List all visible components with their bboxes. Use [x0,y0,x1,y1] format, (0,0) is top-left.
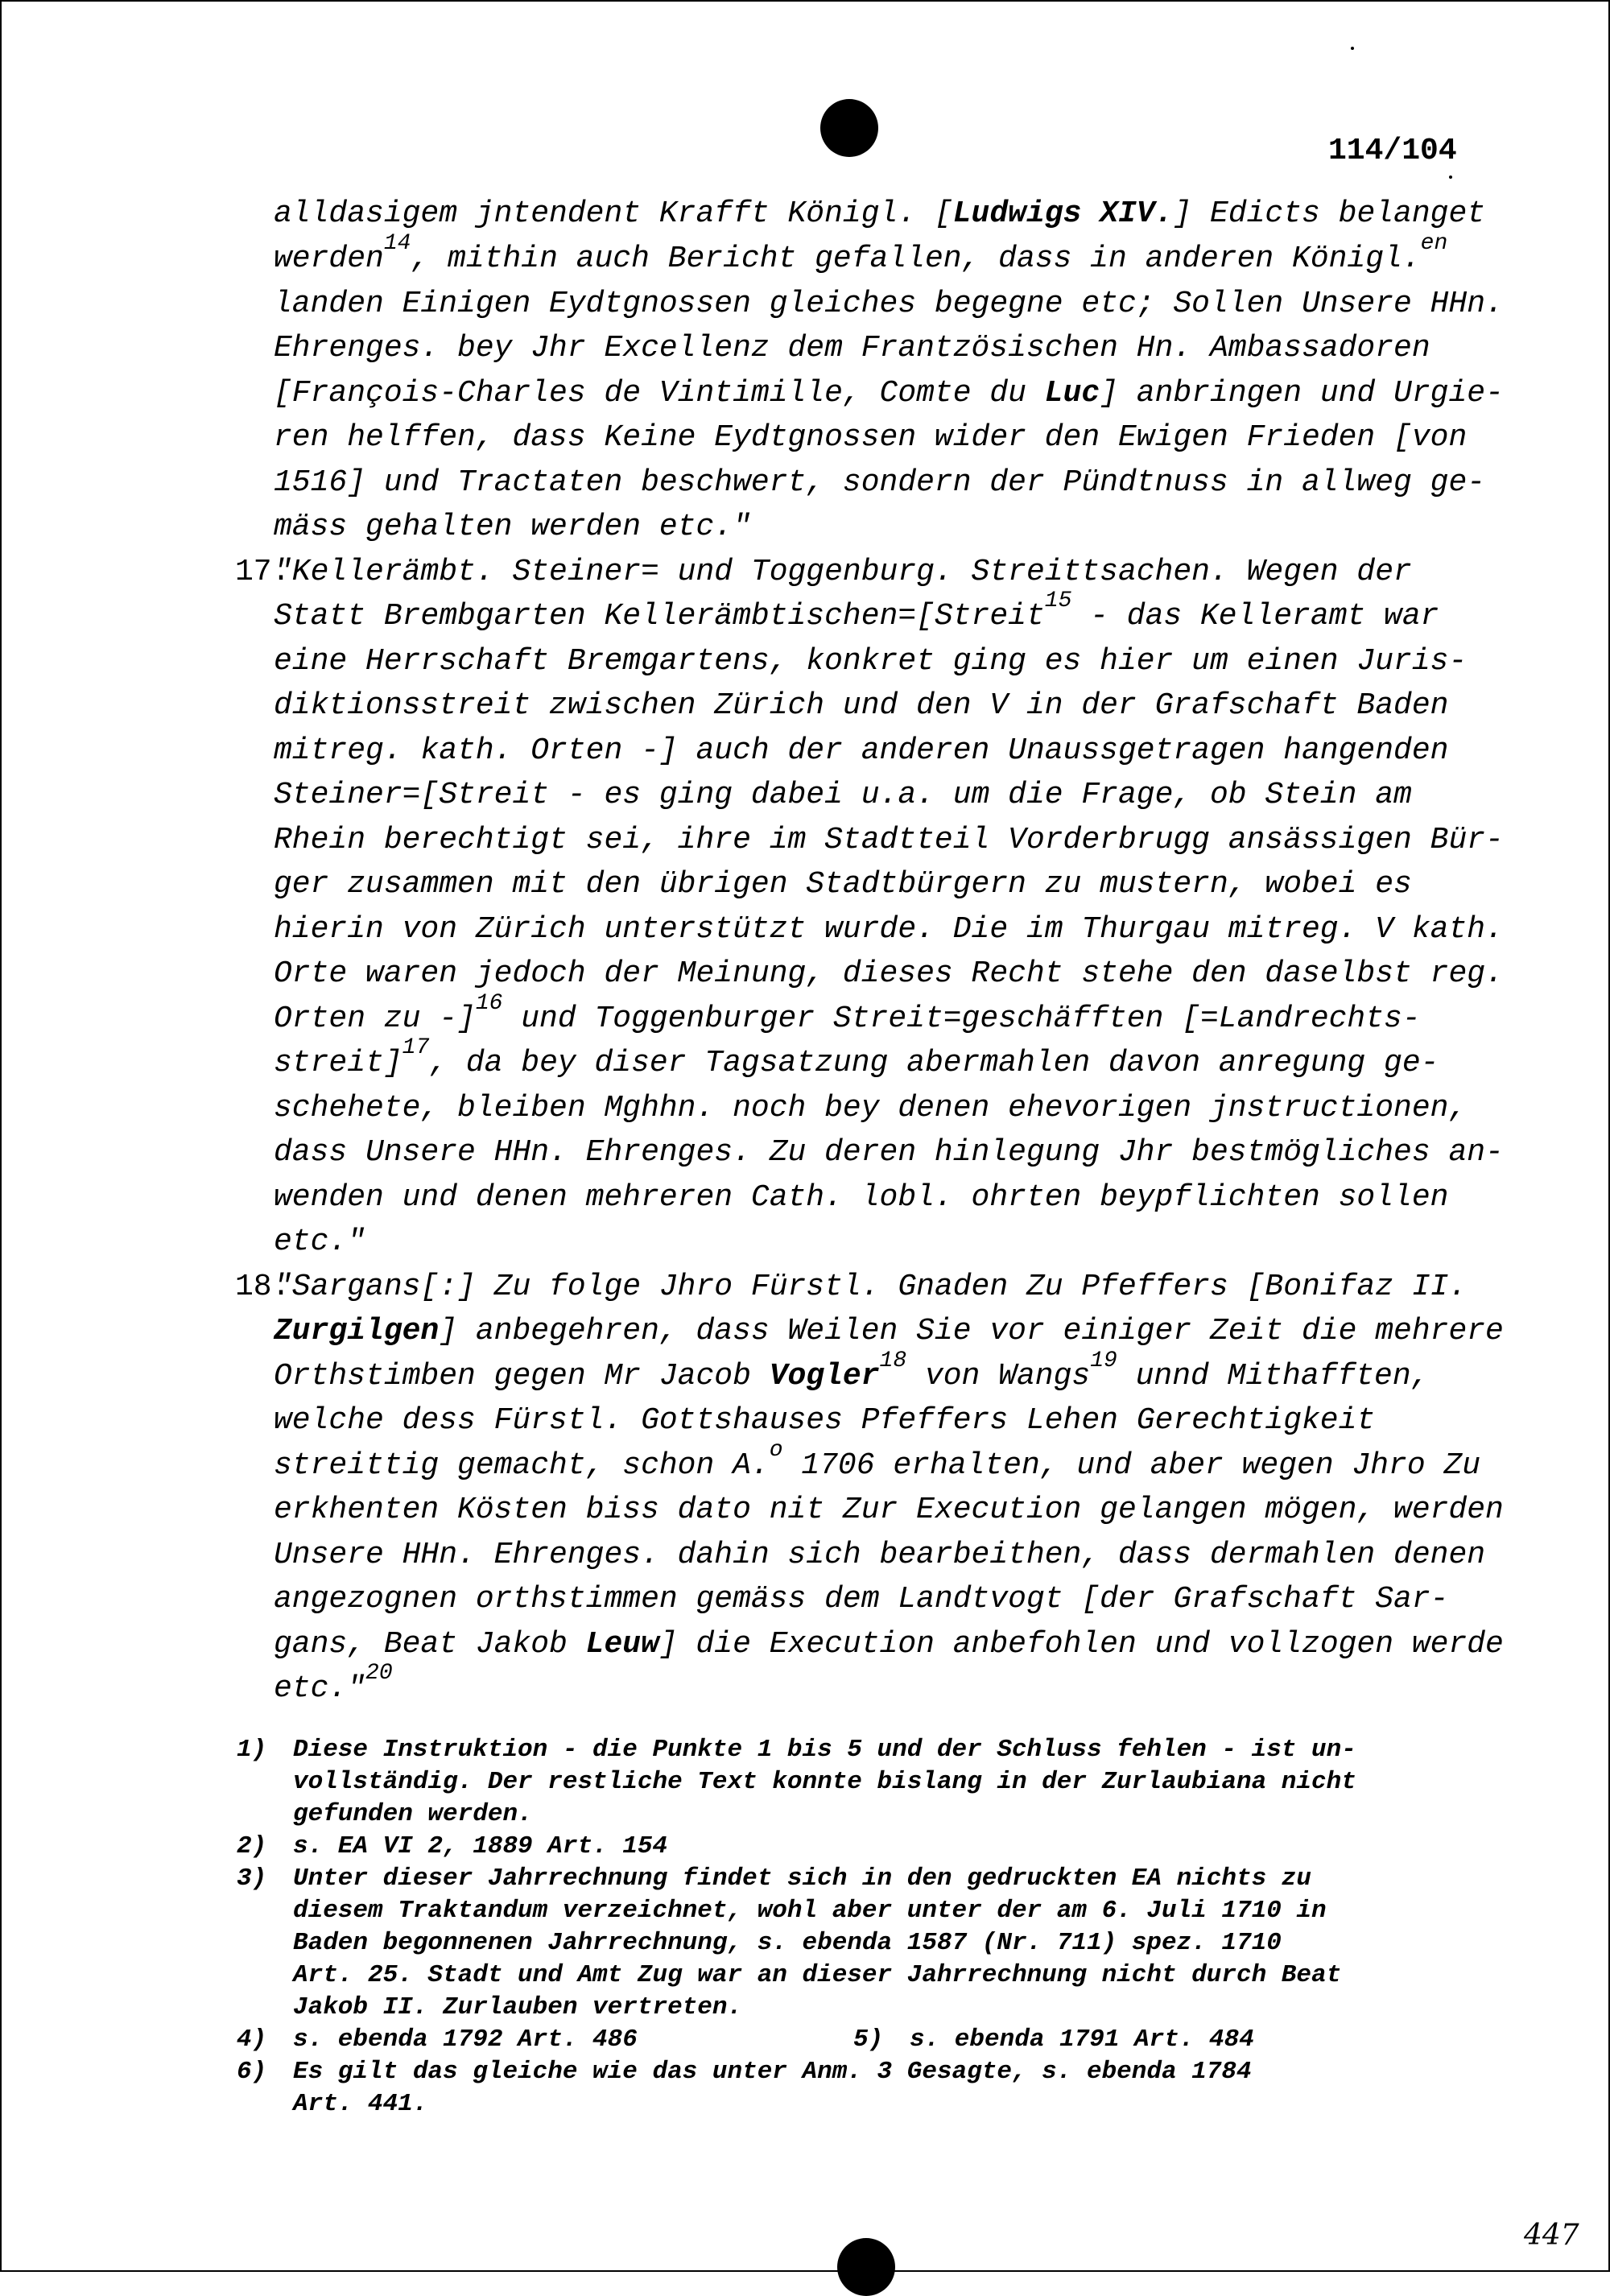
footnote-line: Jakob II. Zurlauben vertreten. [293,1993,743,2021]
footnote-number: 3) [237,1864,267,1893]
page-number: 114/104 [1328,134,1457,168]
footnote-ref: 18 [879,1348,907,1373]
item-number: 17. [235,555,291,589]
text-line: "Sargans[:] Zu folge Jhro Fürstl. Gnaden Zu Pfeffers [Bonifaz II. [274,1270,1468,1304]
text-line: werden$^{14}$, mithin auch Bericht gefallen, dass in anderen Königl.$^{en}$ [274,231,1448,276]
text-line: gans, Beat Jakob Leuw] die Execution anbefohlen und vollzogen werde [274,1627,1504,1662]
text-line: Orte waren jedoch der Meinung, dieses Recht stehe den daselbst reg. [274,956,1504,991]
footnote-number: 4) [237,2026,267,2054]
footnote-ref: 19 [1090,1348,1117,1373]
text-line: landen Einigen Eydtgnossen gleiches begegne etc; Sollen Unsere HHn. [274,287,1504,321]
text-line: mitreg. kath. Orten -] auch der anderen Unaussgetragen hangenden [274,733,1449,768]
text-line: etc."$^{20}$ [274,1661,393,1706]
footnote-ref: 14 [383,231,411,256]
text-line: hierin von Zürich unterstützt wurde. Die im Thurgau mitreg. V kath. [274,912,1504,947]
footnote-number: 2) [237,1832,267,1860]
text-line: [François-Charles de Vintimille, Comte du Luc] anbringen und Urgie- [274,376,1504,411]
footnote-line: Diese Instruktion - die Punkte 1 bis 5 und der Schluss fehlen - ist un- [293,1736,1356,1764]
text-line: Orthstimben gegen Mr Jacob Vogler$^{18}$ von Wangs$^{19}$ unnd Mithafften, [274,1348,1430,1394]
scan-speck [1351,47,1354,50]
punch-hole-bottom [837,2238,895,2296]
item-number: 18. [235,1270,291,1304]
text-line: ger zusammen mit den übrigen Stadtbürgern zu mustern, wobei es [274,867,1412,902]
footnote-line: gefunden werden. [293,1800,533,1828]
footnote-line: vollständig. Der restliche Text konnte bislang in der Zurlaubiana nicht [293,1768,1356,1796]
text-line: etc." [274,1224,366,1259]
footnote-ref: 16 [475,991,503,1016]
footnote-line: diesem Traktandum verzeichnet, wohl aber unter der am 6. Juli 1710 in [293,1897,1327,1925]
handwritten-page-mark: 447 [1524,2219,1579,2252]
text-line: streittig gemacht, schon A.$^o$ 1706 erhalten, und aber wegen Jhro Zu [274,1438,1481,1483]
footnote-line: s. ebenda 1792 Art. 486 [293,2026,638,2054]
text-line: angezognen orthstimmen gemäss dem Landtvogt [der Grafschaft Sar- [274,1582,1449,1617]
text-line: welche dess Fürstl. Gottshauses Pfeffers Lehen Gerechtigkeit [274,1403,1376,1438]
text-line: mäss gehalten werden etc." [274,510,751,544]
footnote-line: s. ebenda 1791 Art. 484 [910,2026,1254,2054]
text-line: "Kellerämbt. Steiner= und Toggenburg. Streittsachen. Wegen der [274,555,1412,589]
text-line: Steiner=[Streit - es ging dabei u.a. um die Frage, ob Stein am [274,778,1412,812]
text-line: ren helffen, dass Keine Eydtgnossen wider den Ewigen Frieden [von [274,420,1468,455]
text-line: Zurgilgen] anbegehren, dass Weilen Sie vor einiger Zeit die mehrere [274,1314,1504,1348]
punch-hole-top [820,99,878,157]
text-line: streit]$^{17}$, da bey diser Tagsatzung abermahlen davon anregung ge- [274,1035,1439,1080]
text-line: Rhein berechtigt sei, ihre im Stadtteil Vorderbrugg ansässigen Bür- [274,823,1504,857]
text-line: wenden und denen mehreren Cath. lobl. ohrten beypflichten sollen [274,1180,1449,1215]
text-line: diktionsstreit zwischen Zürich und den V in der Grafschaft Baden [274,688,1449,723]
footnote-ref: 20 [365,1661,393,1686]
footnote-ref: 17 [402,1035,430,1060]
text-line: eine Herrschaft Bremgartens, konkret ging es hier um einen Juris- [274,644,1468,679]
footnote-line: s. EA VI 2, 1889 Art. 154 [293,1832,668,1860]
footnote-ref: 15 [1044,588,1072,613]
text-line: Statt Brembgarten Kellerämbtischen=[Streit$^{15}$ - das Kelleramt war [274,588,1439,634]
text-line: Ehrenges. bey Jhr Excellenz dem Frantzösischen Hn. Ambassadoren [274,331,1430,365]
scan-speck [1449,176,1452,179]
footnote-number: 6) [237,2058,267,2086]
footnote-number: 5) [853,2026,884,2054]
text-line: Unsere HHn. Ehrenges. dahin sich bearbeithen, dass dermahlen denen [274,1538,1486,1572]
text-line: Orten zu -]$^{16}$ und Toggenburger Streit=geschäfften [=Landrechts- [274,991,1421,1036]
footnote-line: Art. 441. [293,2090,428,2118]
footnote-line: Baden begonnenen Jahrrechnung, s. ebenda 1587 (Nr. 711) spez. 1710 [293,1929,1282,1957]
text-line: 1516] und Tractaten beschwert, sondern der Pündtnuss in allweg ge- [274,465,1486,500]
text-line: alldasigem jntendent Krafft Königl. [Ludwigs XIV.] Edicts belanget [274,196,1486,231]
footnote-line: Es gilt das gleiche wie das unter Anm. 3 Gesagte, s. ebenda 1784 [293,2058,1252,2086]
text-line: dass Unsere HHn. Ehrenges. Zu deren hinlegung Jhr bestmögliches an- [274,1135,1504,1170]
footnote-line: Art. 25. Stadt und Amt Zug war an dieser Jahrrechnung nicht durch Beat [293,1961,1342,1989]
text-line: erkhenten Kösten biss dato nit Zur Execution gelangen mögen, werden [274,1493,1504,1527]
footnote-line: Unter dieser Jahrrechnung findet sich in den gedruckten EA nichts zu [293,1864,1312,1893]
text-line: schehete, bleiben Mghhn. noch bey denen ehevorigen jnstructionen, [274,1091,1468,1125]
footnote-number: 1) [237,1736,267,1764]
